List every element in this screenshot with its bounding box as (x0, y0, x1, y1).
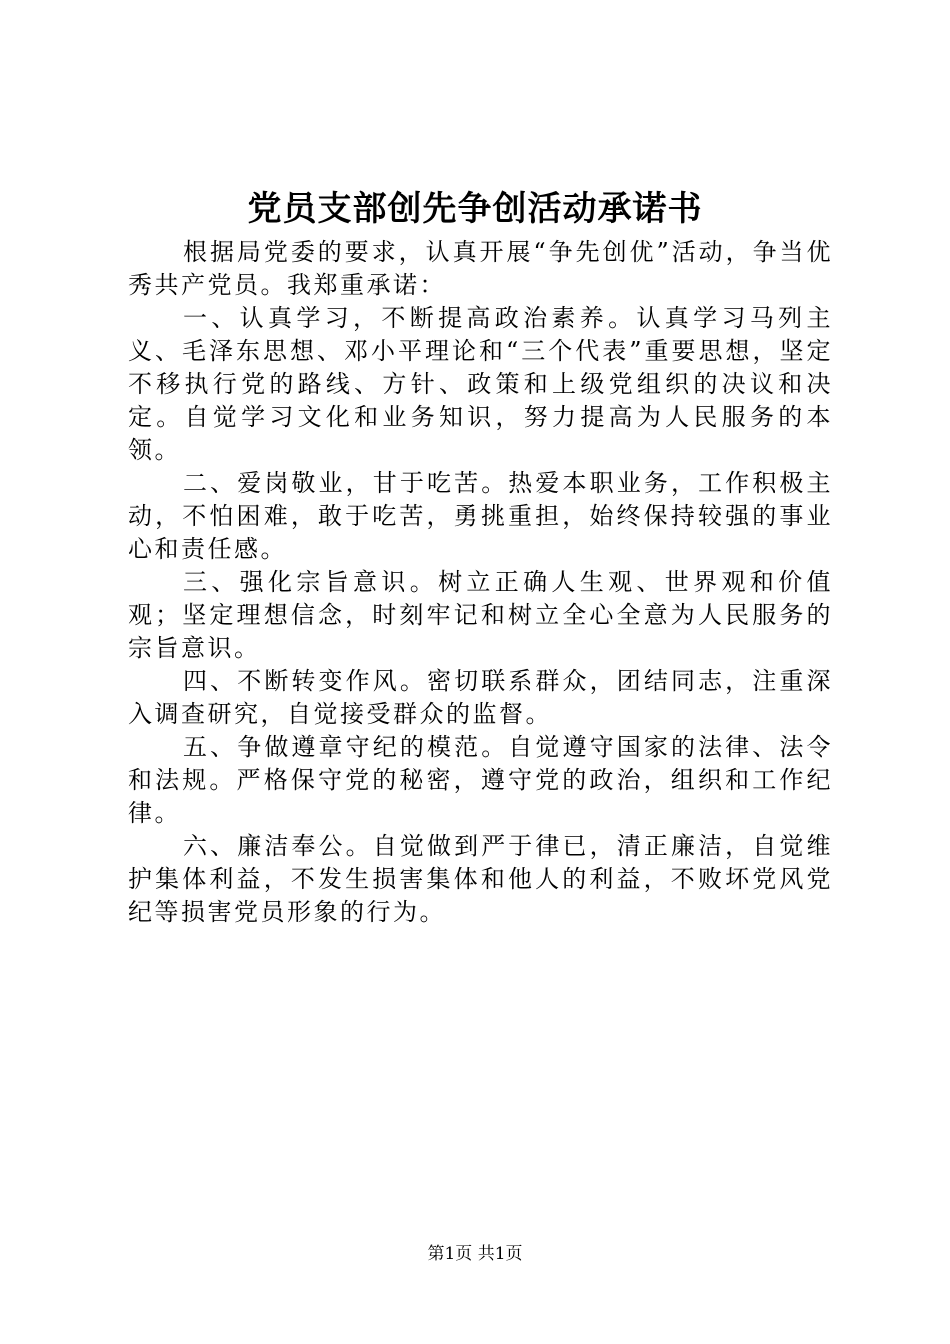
paragraph-item-4: 四、不断转变作风。密切联系群众，团结同志，注重深入调查研究，自觉接受群众的监督。 (128, 667, 833, 728)
paragraph-item-2: 二、爱岗敬业，甘于吃苦。热爱本职业务，工作积极主动，不怕困难，敢于吃苦，勇挑重担，始终保持较强的事业心和责任感。 (128, 469, 833, 563)
paragraph-item-5: 五、争做遵章守纪的模范。自觉遵守国家的法律、法令和法规。严格保守党的秘密，遵守党的政治，组织和工作纪律。 (128, 733, 833, 827)
page-number-footer: 第1页 共1页 (427, 1244, 523, 1264)
paragraph-item-6: 六、廉洁奉公。自觉做到严于律已，清正廉洁，自觉维护集体利益，不发生损害集体和他人的利益，不败坏党风党纪等损害党员形象的行为。 (128, 832, 833, 926)
document-title: 党员支部创先争创活动承诺书 (247, 189, 703, 229)
document-body (128, 236, 833, 929)
paragraph-intro: 根据局党委的要求，认真开展“争先创优”活动，争当优秀共产党员。我郑重承诺： (128, 238, 833, 299)
paragraph-item-3: 三、强化宗旨意识。树立正确人生观、世界观和价值观；坚定理想信念，时刻牢记和树立全心全意为人民服务的宗旨意识。 (128, 568, 833, 662)
paragraph-item-1: 一、认真学习，不断提高政治素养。认真学习马列主义、毛泽东思想、邓小平理论和“三个代表”重要思想，坚定不移执行党的路线、方针、政策和上级党组织的决议和决定。自觉学习文化和业务知识，努力提高为人民服务的本领。 (128, 304, 833, 464)
